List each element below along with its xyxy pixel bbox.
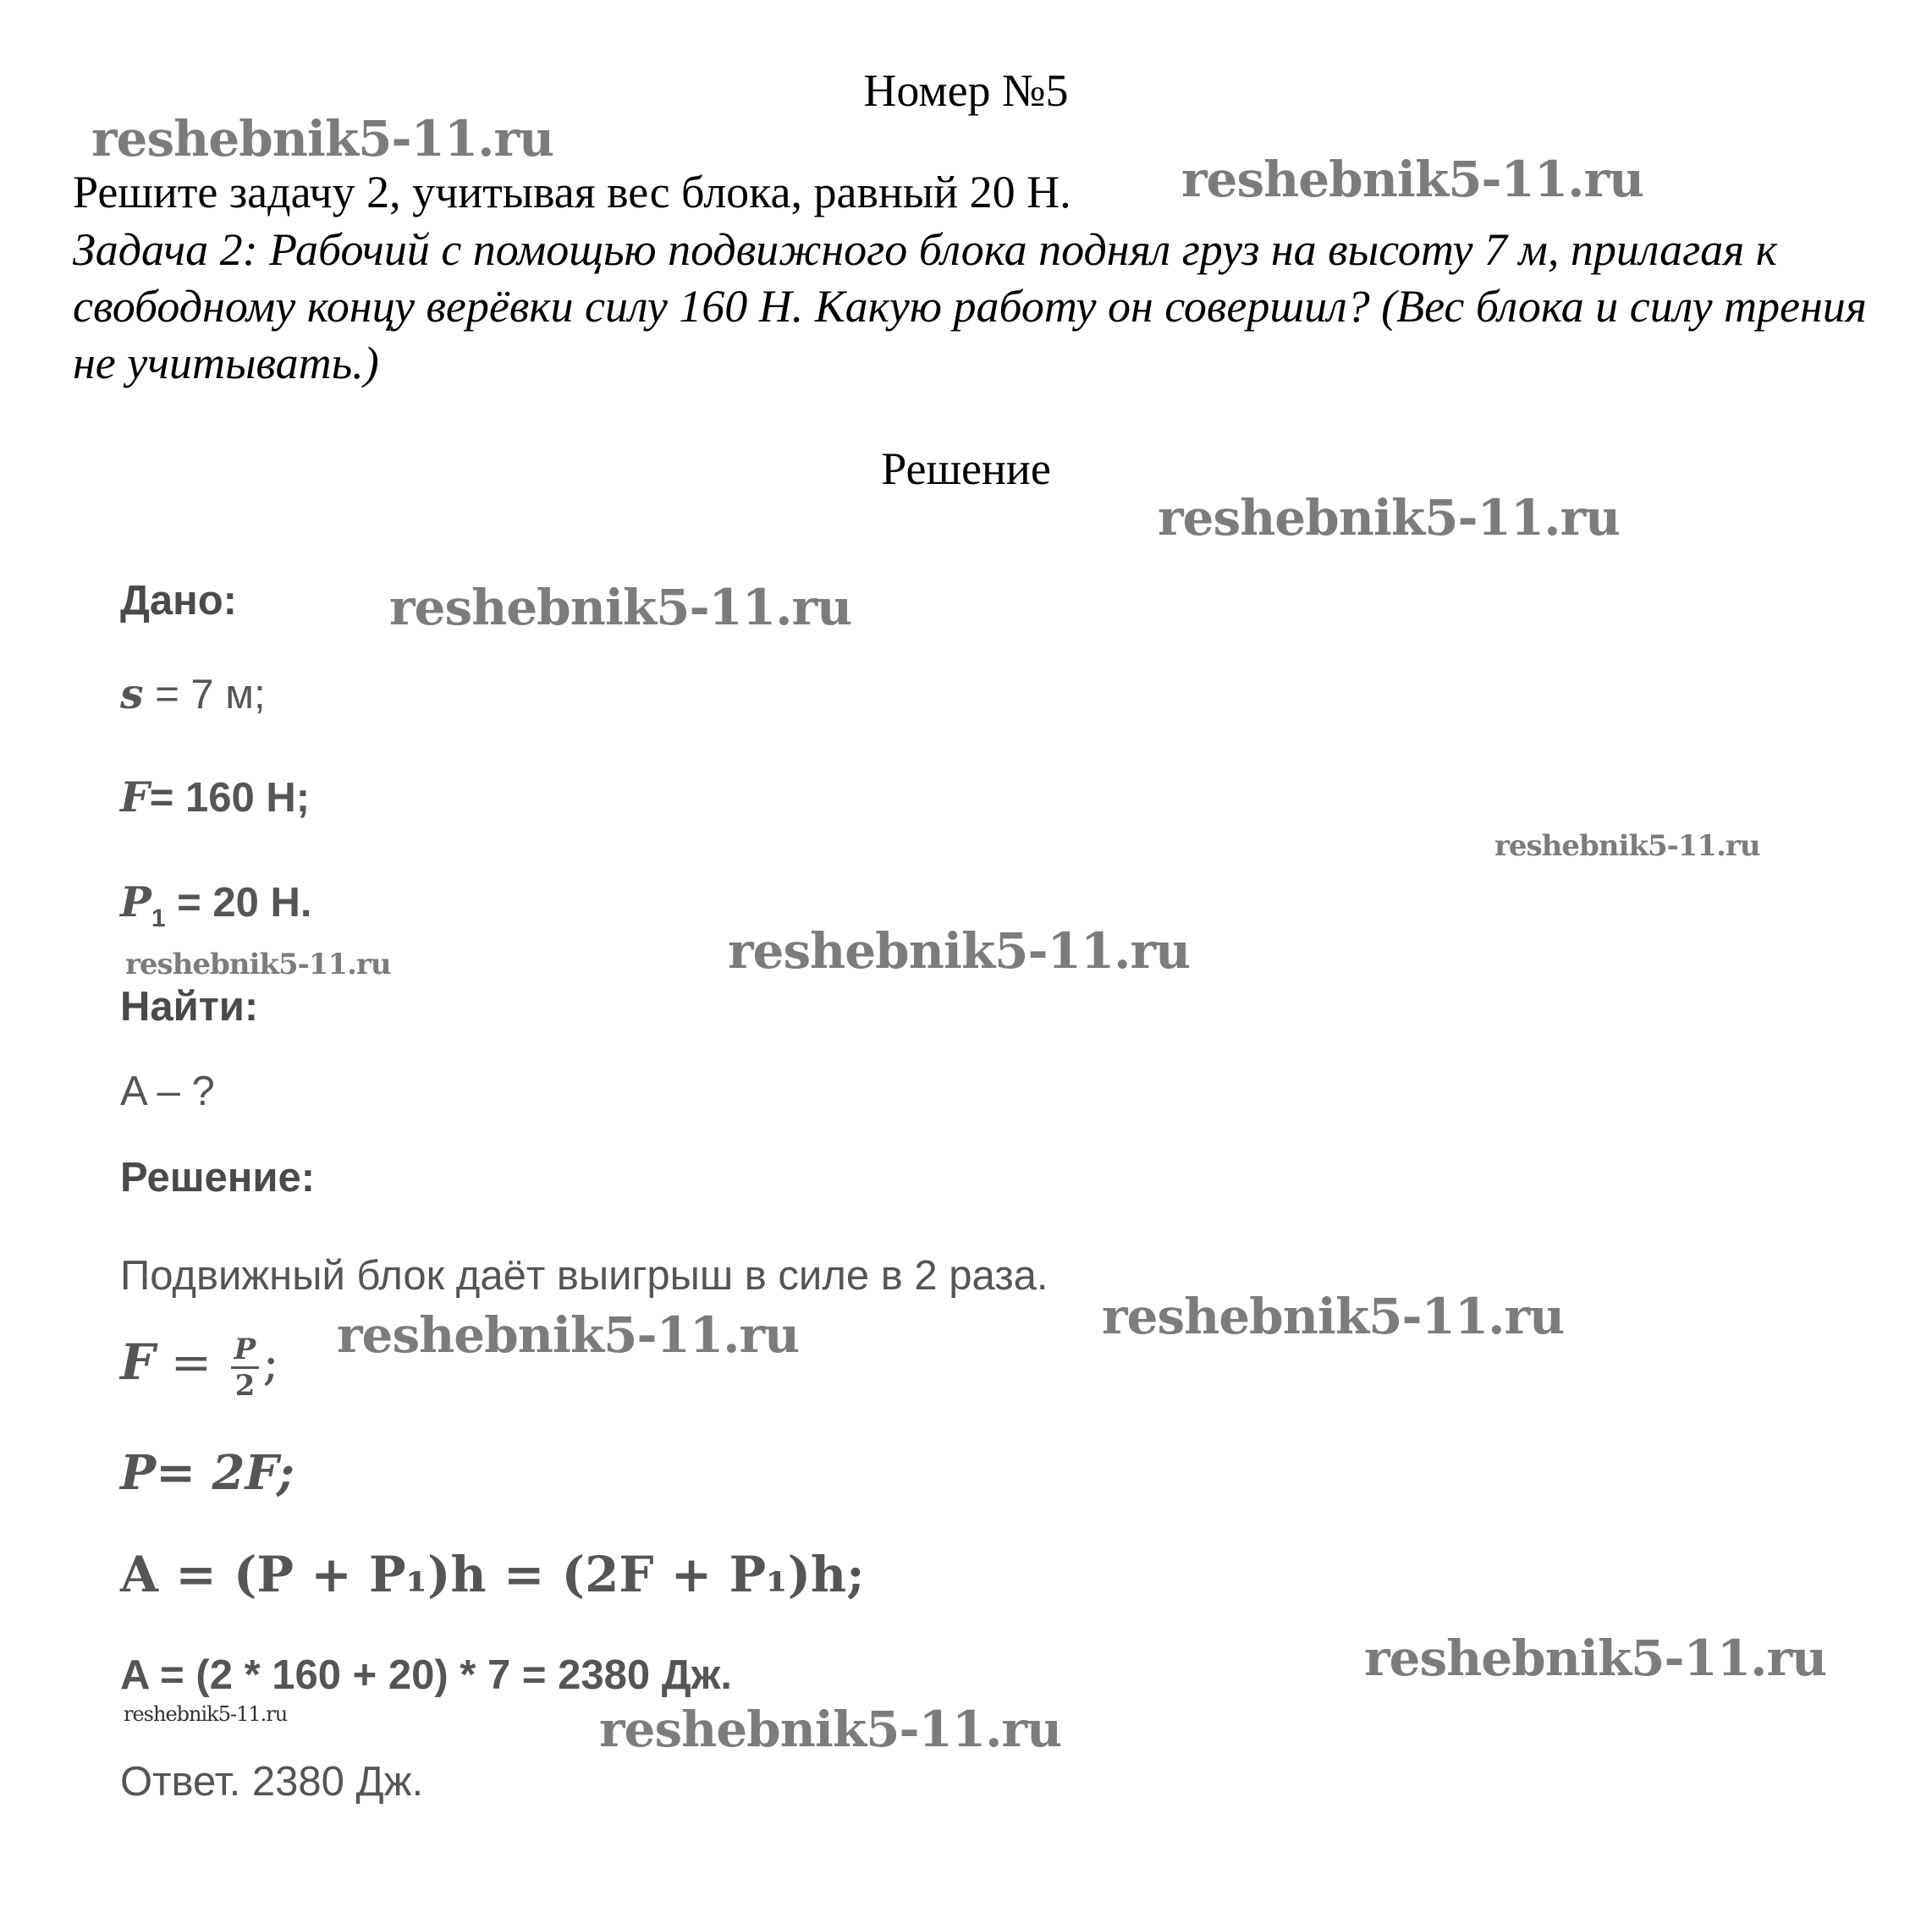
watermark: reshebnik5-11.ru [1181, 151, 1644, 208]
eq1-lhs: F [120, 1333, 156, 1391]
eq1-fraction [231, 1333, 260, 1404]
watermark: reshebnik5-11.ru [1158, 489, 1621, 547]
page-title: Номер №5 [863, 65, 1069, 116]
eq1-end: ; [262, 1333, 279, 1391]
calculation: A = (2 * 160 + 20) * 7 = 2380 Дж. [120, 1652, 732, 1698]
solution-text: Подвижный блок даёт выигрыш в силе в 2 раза. [120, 1253, 1049, 1299]
watermark: reshebnik5-11.ru [389, 579, 852, 636]
given-f [120, 772, 310, 823]
find-value: A – ? [120, 1069, 215, 1114]
watermark: reshebnik5-11.ru [124, 1702, 288, 1726]
eq1-numerator: P [231, 1334, 260, 1369]
equation-2: P= 2F; [120, 1445, 294, 1501]
watermark: reshebnik5-11.ru [337, 1306, 800, 1364]
var-p1: P [120, 877, 151, 926]
given-p1 [120, 877, 312, 944]
equation-1 [120, 1320, 279, 1405]
watermark: reshebnik5-11.ru [1102, 1288, 1565, 1345]
watermark: reshebnik5-11.ru [91, 110, 554, 168]
find-label: Найти: [120, 984, 259, 1030]
watermark: reshebnik5-11.ru [1494, 829, 1760, 863]
given-s [120, 668, 266, 720]
solution-heading: Решение [881, 443, 1051, 494]
answer: Ответ. 2380 Дж. [120, 1759, 424, 1805]
watermark: reshebnik5-11.ru [1364, 1629, 1827, 1687]
task-2-statement: Задача 2: Рабочий с помощью подвижного блока поднял груз на высоту 7 м, прилагая к свободному концу верёвки силу 160 Н. Какую работу он совершил? (Вес блока и силу трения не учитывать.) [73, 224, 1867, 388]
watermark: reshebnik5-11.ru [728, 922, 1191, 980]
watermark: reshebnik5-11.ru [599, 1701, 1062, 1758]
equation-3: A = (P + P₁)h = (2F + P₁)h; [120, 1546, 865, 1603]
watermark: reshebnik5-11.ru [125, 948, 391, 981]
eq1-equals: = [155, 1333, 228, 1391]
solution-label: Решение: [120, 1155, 316, 1201]
given-s-value: = 7 м; [143, 672, 266, 717]
var-s: s [120, 669, 144, 718]
var-p1-subscript: 1 [151, 904, 166, 932]
given-label: Дано: [120, 578, 238, 624]
var-f: F [120, 772, 150, 822]
given-f-value: = 160 Н; [149, 775, 311, 821]
task-statement: Решите задачу 2, учитывая вес блока, равный 20 Н. [73, 167, 1071, 217]
eq1-denominator: 2 [234, 1369, 256, 1404]
given-p1-value: = 20 Н. [165, 880, 312, 926]
